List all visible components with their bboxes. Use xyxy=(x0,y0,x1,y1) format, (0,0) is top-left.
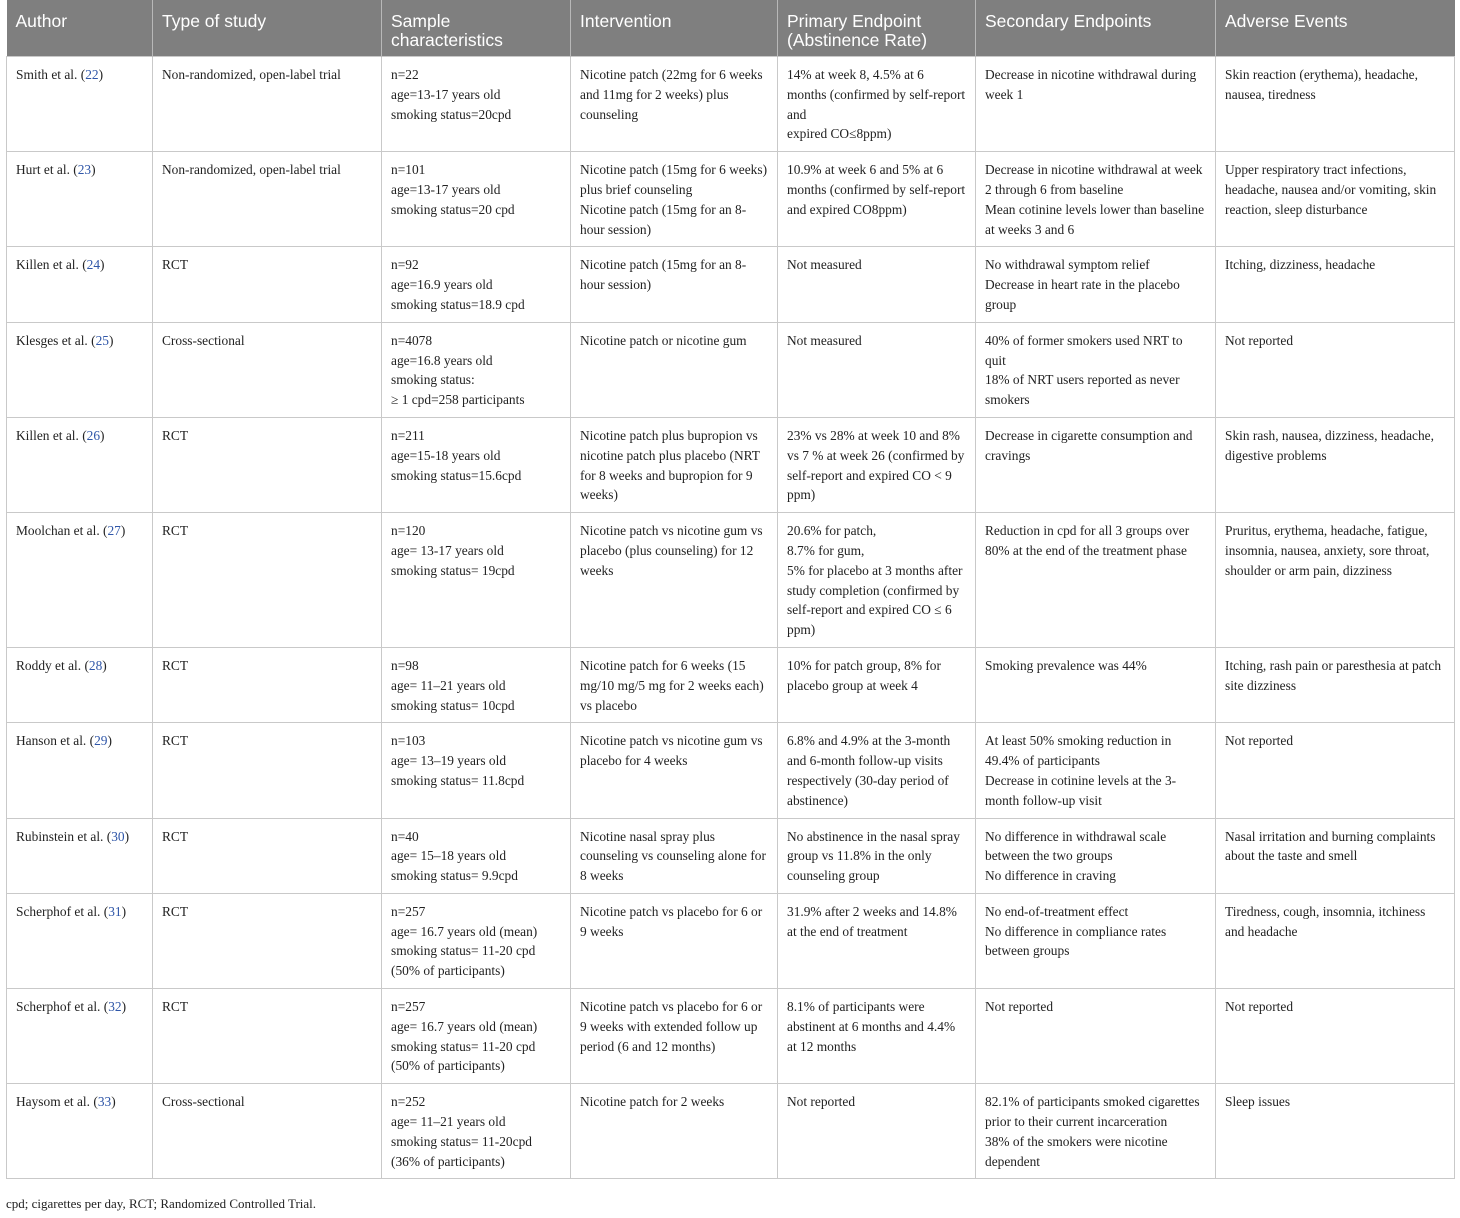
author-name: Hanson et al. xyxy=(16,733,87,749)
cell-author: Scherphof et al. (31) xyxy=(7,893,153,988)
author-name: Klesges et al. xyxy=(16,332,88,348)
cell-secondary-endpoints: Decrease in nicotine withdrawal during week 1 xyxy=(976,57,1216,152)
cell-secondary-endpoints: Decrease in cigarette consumption and cravings xyxy=(976,417,1216,512)
table-body xyxy=(7,57,1455,1179)
header-intervention: Intervention xyxy=(571,0,778,57)
cell-secondary-endpoints: Decrease in nicotine withdrawal at week 2 through 6 from baseline Mean cotinine levels lower than baseline at weeks 3 and 6 xyxy=(976,152,1216,247)
cell-primary-endpoint: 10% for patch group, 8% for placebo group at week 4 xyxy=(778,647,976,722)
cell-secondary-endpoints: Not reported xyxy=(976,989,1216,1084)
table-row xyxy=(7,152,1455,247)
author-name: Scherphof et al. xyxy=(16,903,101,919)
cell-primary-endpoint: Not reported xyxy=(778,1084,976,1179)
cell-type-of-study: RCT xyxy=(153,893,382,988)
reference-link[interactable]: 23 xyxy=(77,162,92,178)
cell-sample-characteristics: n=22 age=13-17 years old smoking status=20cpd xyxy=(382,57,571,152)
cell-type-of-study: RCT xyxy=(153,723,382,818)
cell-author: Klesges et al. (25) xyxy=(7,322,153,417)
cell-sample-characteristics: n=120 age= 13-17 years old smoking status= 19cpd xyxy=(382,513,571,648)
reference-link[interactable]: 26 xyxy=(86,427,101,443)
cell-type-of-study: Non-randomized, open-label trial xyxy=(153,152,382,247)
reference-link[interactable]: 32 xyxy=(108,999,122,1015)
table-row xyxy=(7,893,1455,988)
reference-link[interactable]: 31 xyxy=(108,903,122,919)
table-row xyxy=(7,322,1455,417)
cell-type-of-study: Cross-sectional xyxy=(153,1084,382,1179)
header-author: Author xyxy=(7,0,153,57)
cell-sample-characteristics: n=40 age= 15–18 years old smoking status= 9.9cpd xyxy=(382,818,571,893)
header-adverse-events: Adverse Events xyxy=(1216,0,1455,57)
cell-adverse-events: Sleep issues xyxy=(1216,1084,1455,1179)
author-name: Killen et al. xyxy=(16,427,79,443)
cell-secondary-endpoints: 40% of former smokers used NRT to quit 18% of NRT users reported as never smokers xyxy=(976,322,1216,417)
cell-author: Scherphof et al. (32) xyxy=(7,989,153,1084)
header-primary-endpoint: Primary Endpoint (Abstinence Rate) xyxy=(778,0,976,57)
cell-primary-endpoint: 14% at week 8, 4.5% at 6 months (confirmed by self-report and expired CO≤8ppm) xyxy=(778,57,976,152)
cell-type-of-study: RCT xyxy=(153,647,382,722)
header-type-of-study: Type of study xyxy=(153,0,382,57)
author-name: Rubinstein et al. xyxy=(16,828,104,844)
cell-sample-characteristics: n=257 age= 16.7 years old (mean) smoking status= 11-20 cpd (50% of participants) xyxy=(382,989,571,1084)
cell-intervention: Nicotine patch vs nicotine gum vs placebo for 4 weeks xyxy=(571,723,778,818)
cell-adverse-events: Nasal irritation and burning complaints about the taste and smell xyxy=(1216,818,1455,893)
cell-sample-characteristics: n=211 age=15-18 years old smoking status=15.6cpd xyxy=(382,417,571,512)
studies-table xyxy=(6,0,1455,1179)
cell-type-of-study: RCT xyxy=(153,247,382,322)
cell-adverse-events: Not reported xyxy=(1216,322,1455,417)
table-wrapper xyxy=(6,0,1454,1179)
cell-intervention: Nicotine patch vs placebo for 6 or 9 weeks xyxy=(571,893,778,988)
author-name: Killen et al. xyxy=(16,257,79,273)
cell-intervention: Nicotine patch vs placebo for 6 or 9 weeks with extended follow up period (6 and 12 months) xyxy=(571,989,778,1084)
cell-primary-endpoint: 23% vs 28% at week 10 and 8% vs 7 % at week 26 (confirmed by self-report and expired CO < 9 ppm) xyxy=(778,417,976,512)
cell-primary-endpoint: 10.9% at week 6 and 5% at 6 months (confirmed by self-report and expired CO8ppm) xyxy=(778,152,976,247)
cell-sample-characteristics: n=101 age=13-17 years old smoking status=20 cpd xyxy=(382,152,571,247)
author-name: Haysom et al. xyxy=(16,1094,91,1110)
reference-link[interactable]: 25 xyxy=(95,332,109,348)
cell-adverse-events: Skin rash, nausea, dizziness, headache, digestive problems xyxy=(1216,417,1455,512)
table-row xyxy=(7,247,1455,322)
header-secondary-endpoints: Secondary Endpoints xyxy=(976,0,1216,57)
reference-link[interactable]: 28 xyxy=(88,657,103,673)
cell-intervention: Nicotine patch for 2 weeks xyxy=(571,1084,778,1179)
author-name: Moolchan et al. xyxy=(16,523,100,539)
cell-type-of-study: RCT xyxy=(153,818,382,893)
cell-adverse-events: Itching, dizziness, headache xyxy=(1216,247,1455,322)
cell-intervention: Nicotine patch vs nicotine gum vs placebo (plus counseling) for 12 weeks xyxy=(571,513,778,648)
cell-secondary-endpoints: No withdrawal symptom relief Decrease in heart rate in the placebo group xyxy=(976,247,1216,322)
reference-link[interactable]: 33 xyxy=(97,1094,112,1110)
table-footnote: cpd; cigarettes per day, RCT; Randomized Controlled Trial. xyxy=(6,1196,317,1211)
cell-author: Hanson et al. (29) xyxy=(7,723,153,818)
table-row xyxy=(7,647,1455,722)
cell-secondary-endpoints: 82.1% of participants smoked cigarettes prior to their current incarceration 38% of the smokers were nicotine dependent xyxy=(976,1084,1216,1179)
cell-author: Moolchan et al. (27) xyxy=(7,513,153,648)
cell-intervention: Nicotine patch (15mg for 6 weeks) plus brief counseling Nicotine patch (15mg for an 8-hour session) xyxy=(571,152,778,247)
cell-secondary-endpoints: Smoking prevalence was 44% xyxy=(976,647,1216,722)
table-row xyxy=(7,723,1455,818)
author-name: Roddy et al. xyxy=(16,657,82,673)
table-row xyxy=(7,57,1455,152)
cell-adverse-events: Not reported xyxy=(1216,989,1455,1084)
author-name: Smith et al. xyxy=(16,67,78,82)
cell-adverse-events: Tiredness, cough, insomnia, itchiness and headache xyxy=(1216,893,1455,988)
cell-primary-endpoint: 20.6% for patch, 8.7% for gum, 5% for placebo at 3 months after study completion (confirmed by self-report and expired CO ≤ 6 ppm) xyxy=(778,513,976,648)
cell-primary-endpoint: 31.9% after 2 weeks and 14.8% at the end of treatment xyxy=(778,893,976,988)
reference-link[interactable]: 27 xyxy=(107,523,121,539)
author-name: Scherphof et al. xyxy=(16,999,101,1015)
cell-secondary-endpoints: At least 50% smoking reduction in 49.4% of participants Decrease in cotinine levels at the 3-month follow-up visit xyxy=(976,723,1216,818)
table-row xyxy=(7,1084,1455,1179)
cell-intervention: Nicotine nasal spray plus counseling vs counseling alone for 8 weeks xyxy=(571,818,778,893)
cell-type-of-study: RCT xyxy=(153,989,382,1084)
cell-type-of-study: Cross-sectional xyxy=(153,322,382,417)
cell-type-of-study: RCT xyxy=(153,513,382,648)
cell-author: Smith et al. (22) xyxy=(7,57,153,152)
cell-adverse-events: Itching, rash pain or paresthesia at patch site dizziness xyxy=(1216,647,1455,722)
cell-type-of-study: RCT xyxy=(153,417,382,512)
cell-sample-characteristics: n=98 age= 11–21 years old smoking status= 10cpd xyxy=(382,647,571,722)
table-row xyxy=(7,818,1455,893)
cell-author: Roddy et al. (28) xyxy=(7,647,153,722)
cell-author: Killen et al. (24) xyxy=(7,247,153,322)
cell-sample-characteristics: n=4078 age=16.8 years old smoking status: ≥ 1 cpd=258 participants xyxy=(382,322,571,417)
cell-author: Rubinstein et al. (30) xyxy=(7,818,153,893)
cell-intervention: Nicotine patch for 6 weeks (15 mg/10 mg/5 mg for 2 weeks each) vs placebo xyxy=(571,647,778,722)
cell-author: Haysom et al. (33) xyxy=(7,1084,153,1179)
cell-intervention: Nicotine patch (22mg for 6 weeks and 11mg for 2 weeks) plus counseling xyxy=(571,57,778,152)
cell-type-of-study: Non-randomized, open-label trial xyxy=(153,57,382,152)
cell-intervention: Nicotine patch (15mg for an 8-hour session) xyxy=(571,247,778,322)
reference-link[interactable]: 29 xyxy=(94,733,108,749)
cell-secondary-endpoints: No difference in withdrawal scale between the two groups No difference in craving xyxy=(976,818,1216,893)
reference-link[interactable]: 24 xyxy=(86,257,101,273)
cell-secondary-endpoints: Reduction in cpd for all 3 groups over 80% at the end of the treatment phase xyxy=(976,513,1216,648)
table-row xyxy=(7,417,1455,512)
cell-primary-endpoint: Not measured xyxy=(778,247,976,322)
cell-primary-endpoint: No abstinence in the nasal spray group vs 11.8% in the only counseling group xyxy=(778,818,976,893)
cell-intervention: Nicotine patch or nicotine gum xyxy=(571,322,778,417)
cell-adverse-events: Pruritus, erythema, headache, fatigue, insomnia, nausea, anxiety, sore throat, shoulder or arm pain, dizziness xyxy=(1216,513,1455,648)
table-row xyxy=(7,513,1455,648)
cell-adverse-events: Upper respiratory tract infections, headache, nausea and/or vomiting, skin reaction, sleep disturbance xyxy=(1216,152,1455,247)
cell-sample-characteristics: n=92 age=16.9 years old smoking status=18.9 cpd xyxy=(382,247,571,322)
table-row xyxy=(7,989,1455,1084)
cell-author: Killen et al. (26) xyxy=(7,417,153,512)
cell-adverse-events: Not reported xyxy=(1216,723,1455,818)
cell-primary-endpoint: 6.8% and 4.9% at the 3-month and 6-month follow-up visits respectively (30-day period of abstinence) xyxy=(778,723,976,818)
cell-primary-endpoint: Not measured xyxy=(778,322,976,417)
cell-sample-characteristics: n=103 age= 13–19 years old smoking status= 11.8cpd xyxy=(382,723,571,818)
reference-link[interactable]: 22 xyxy=(85,67,99,82)
author-name: Hurt et al. xyxy=(16,162,70,178)
cell-secondary-endpoints: No end-of-treatment effect No difference in compliance rates between groups xyxy=(976,893,1216,988)
cell-sample-characteristics: n=252 age= 11–21 years old smoking status= 11-20cpd (36% of participants) xyxy=(382,1084,571,1179)
cell-primary-endpoint: 8.1% of participants were abstinent at 6 months and 4.4% at 12 months xyxy=(778,989,976,1084)
cell-sample-characteristics: n=257 age= 16.7 years old (mean) smoking status= 11-20 cpd (50% of participants) xyxy=(382,893,571,988)
cell-adverse-events: Skin reaction (erythema), headache, nausea, tiredness xyxy=(1216,57,1455,152)
table-header-row xyxy=(7,0,1455,57)
cell-author: Hurt et al. (23) xyxy=(7,152,153,247)
cell-intervention: Nicotine patch plus bupropion vs nicotine patch plus placebo (NRT for 8 weeks and bupropion for 9 weeks) xyxy=(571,417,778,512)
reference-link[interactable]: 30 xyxy=(111,828,125,844)
header-sample-characteristics: Sample characteristics xyxy=(382,0,571,57)
